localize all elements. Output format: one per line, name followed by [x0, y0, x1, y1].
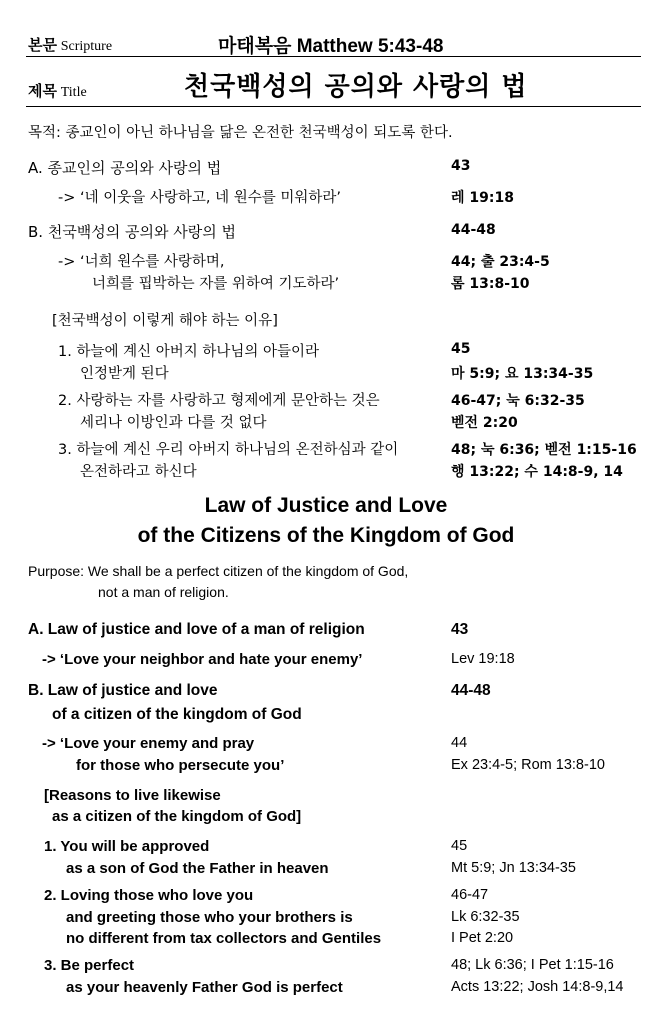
section-a-quote-ref-ko: 레 19:18 [451, 190, 514, 206]
reason2-line1-ref-ko: 46-47; 눅 6:32-35 [451, 393, 585, 409]
reason1-line1-ref-ko: 45 [451, 341, 471, 357]
reason1-line1-ko: 1. 하늘에 계신 아버지 하나님의 아들이라 [58, 344, 319, 360]
section-b-quote1-ref-en: 44 [451, 735, 468, 751]
section-a-ko: A. 종교인의 공의와 사랑의 법 [28, 159, 222, 177]
title-label-ko: 제목 [28, 83, 57, 100]
section-b-ref-ko: 44-48 [451, 222, 496, 238]
section-b-ko: B. 천국백성의 공의와 사랑의 법 [28, 223, 237, 241]
reason2-line1-ref-en: 46-47 [451, 887, 489, 903]
scripture-reference: 마태복음 Matthew 5:43-48 [218, 36, 444, 57]
reason3-line2-ref-en: Acts 13:22; Josh 14:8-9,14 [451, 979, 624, 995]
reason1-line1-ref-en: 45 [451, 838, 468, 854]
reasons-heading-ko: [천국백성이 이렇게 해야 하는 이유] [52, 313, 278, 329]
section-a-quote-ref-en: Lev 19:18 [451, 651, 515, 667]
reason2-line2-ref-en: Lk 6:32-35 [451, 909, 520, 925]
reason3-line2-ko: 온전하라고 하신다 [80, 464, 197, 480]
section-a-quote-ko: -> ‘네 이웃을 사랑하고, 네 원수를 미워하라’ [58, 190, 341, 206]
section-b-quote1-ref-ko: 44; 출 23:4-5 [451, 254, 550, 270]
reason2-line2-ref-ko: 벧전 2:20 [451, 415, 518, 431]
reason2-line2-en: and greeting those who your brothers is [66, 909, 353, 926]
section-a-ref-ko: 43 [451, 158, 471, 174]
reason1-line1-en: 1. You will be approved [44, 838, 210, 855]
section-b-quote2-ref-ko: 롬 13:8-10 [451, 276, 530, 292]
section-b-ref-en: 44-48 [451, 682, 491, 699]
section-b-en-line2: of a citizen of the kingdom of God [52, 706, 302, 723]
reason3-line1-ref-en: 48; Lk 6:36; I Pet 1:15-16 [451, 957, 614, 973]
reason2-line3-en: no different from tax collectors and Gentiles [66, 930, 382, 947]
reason2-line1-ko: 2. 사랑하는 자를 사랑하고 형제에게 문안하는 것은 [58, 393, 380, 409]
title-divider [26, 106, 641, 107]
reason1-line2-en: as a son of God the Father in heaven [66, 860, 329, 877]
section-b-quote1-ko: -> ‘너희 원수를 사랑하며, [58, 254, 225, 270]
scripture-label-en: Scripture [60, 39, 113, 54]
purpose-en-line2: not a man of religion. [98, 584, 229, 600]
purpose-en-line1: Purpose: We shall be a perfect citizen of the kingdom of God, [28, 563, 409, 579]
scripture-label-ko: 본문 [28, 37, 57, 54]
reason2-line3-ref-en: I Pet 2:20 [451, 930, 514, 946]
section-b-quote2-ref-en: Ex 23:4-5; Rom 13:8-10 [451, 757, 605, 773]
english-title-line2: of the Citizens of the Kingdom of God [137, 524, 515, 547]
reasons-heading-en-line2: as a citizen of the kingdom of God] [52, 808, 302, 825]
reason3-line2-ref-ko: 행 13:22; 수 14:8-9, 14 [451, 464, 623, 480]
reason3-line1-en: 3. Be perfect [44, 957, 135, 974]
reason1-line2-ko: 인정받게 된다 [80, 366, 169, 382]
section-a-quote-en: -> ‘Love your neighbor and hate your enemy’ [42, 651, 363, 668]
title-label [28, 80, 87, 101]
section-b-quote2-en: for those who persecute you’ [76, 757, 285, 774]
reason3-line1-ref-ko: 48; 눅 6:36; 벧전 1:15-16 [451, 442, 637, 458]
reason2-line2-ko: 세리나 이방인과 다를 것 없다 [80, 415, 267, 431]
reason1-line2-ref-en: Mt 5:9; Jn 13:34-35 [451, 860, 576, 876]
purpose-ko: 목적: 종교인이 아닌 하나님을 닮은 온전한 천국백성이 되도록 한다. [28, 125, 453, 141]
reason2-line1-en: 2. Loving those who love you [44, 887, 254, 904]
reason3-line1-ko: 3. 하늘에 계신 우리 아버지 하나님의 온전하심과 같이 [58, 442, 399, 458]
reason1-line2-ref-ko: 마 5:9; 요 13:34-35 [451, 366, 594, 382]
section-a-ref-en: 43 [451, 621, 469, 638]
sermon-title: 천국백성의 공의와 사랑의 법 [184, 72, 528, 102]
reasons-heading-en-line1: [Reasons to live likewise [44, 787, 221, 804]
header-divider [26, 56, 641, 57]
section-b-quote1-en: -> ‘Love your enemy and pray [42, 735, 255, 752]
section-b-quote2-ko: 너희를 핍박하는 자를 위하여 기도하라’ [92, 276, 340, 292]
section-b-en-line1: B. Law of justice and love [28, 682, 218, 699]
scripture-label [28, 34, 112, 55]
english-title-line1: Law of Justice and Love [204, 494, 448, 517]
title-label-en: Title [60, 85, 87, 100]
section-a-en: A. Law of justice and love of a man of religion [28, 621, 365, 638]
reason3-line2-en: as your heavenly Father God is perfect [66, 979, 343, 996]
